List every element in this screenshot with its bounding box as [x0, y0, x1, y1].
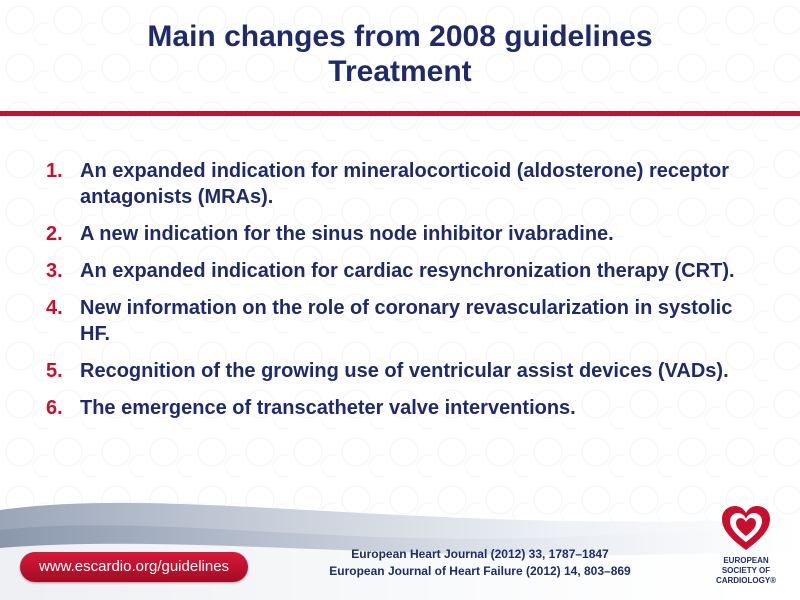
list-item-number: 4. [46, 297, 63, 319]
list-item-number: 6. [46, 397, 63, 419]
logo-text [706, 556, 786, 586]
list-item [46, 158, 766, 210]
list-item-text: An expanded indication for cardiac resynchronization therapy (CRT). [80, 260, 735, 282]
list-item-text: Recognition of the growing use of ventricular assist devices (VADs). [80, 360, 729, 382]
list-item-text: New information on the role of coronary revascularization in systolic HF. [80, 297, 733, 345]
title-area [0, 0, 800, 112]
list-item [46, 395, 766, 421]
list-item [46, 358, 766, 384]
reference-ehj: European Heart Journal (2012) 33, 1787–1847 [351, 547, 609, 561]
list-item-text: The emergence of transcatheter valve interventions. [80, 397, 576, 419]
list-item-number: 3. [46, 260, 63, 282]
title-divider [0, 111, 800, 116]
reference-ejhf: European Journal of Heart Failure (2012) 14, 803–869 [329, 564, 631, 578]
slide-title: Main changes from 2008 guidelines [147, 20, 653, 53]
logo-line-european: EUROPEAN [723, 556, 769, 565]
changes-list [46, 158, 766, 432]
list-item [46, 258, 766, 284]
list-item-number: 1. [46, 160, 63, 182]
logo-line-cardiology: CARDIOLOGY® [715, 576, 777, 585]
esc-logo [706, 502, 786, 596]
slide-subtitle: Treatment [328, 55, 472, 88]
list-item [46, 295, 766, 347]
footer-wave [0, 490, 800, 600]
list-item-number: 2. [46, 223, 63, 245]
list-item-text: A new indication for the sinus node inhibitor ivabradine. [80, 223, 614, 245]
logo-line-society: SOCIETY OF [721, 566, 771, 575]
heart-logo-icon [720, 504, 772, 554]
guidelines-link[interactable]: www.escardio.org/guidelines [20, 552, 248, 582]
list-item-number: 5. [46, 360, 63, 382]
list-item [46, 221, 766, 247]
list-item-text: An expanded indication for mineralocorticoid (aldosterone) receptor antagonists (MRAs). [80, 160, 729, 208]
